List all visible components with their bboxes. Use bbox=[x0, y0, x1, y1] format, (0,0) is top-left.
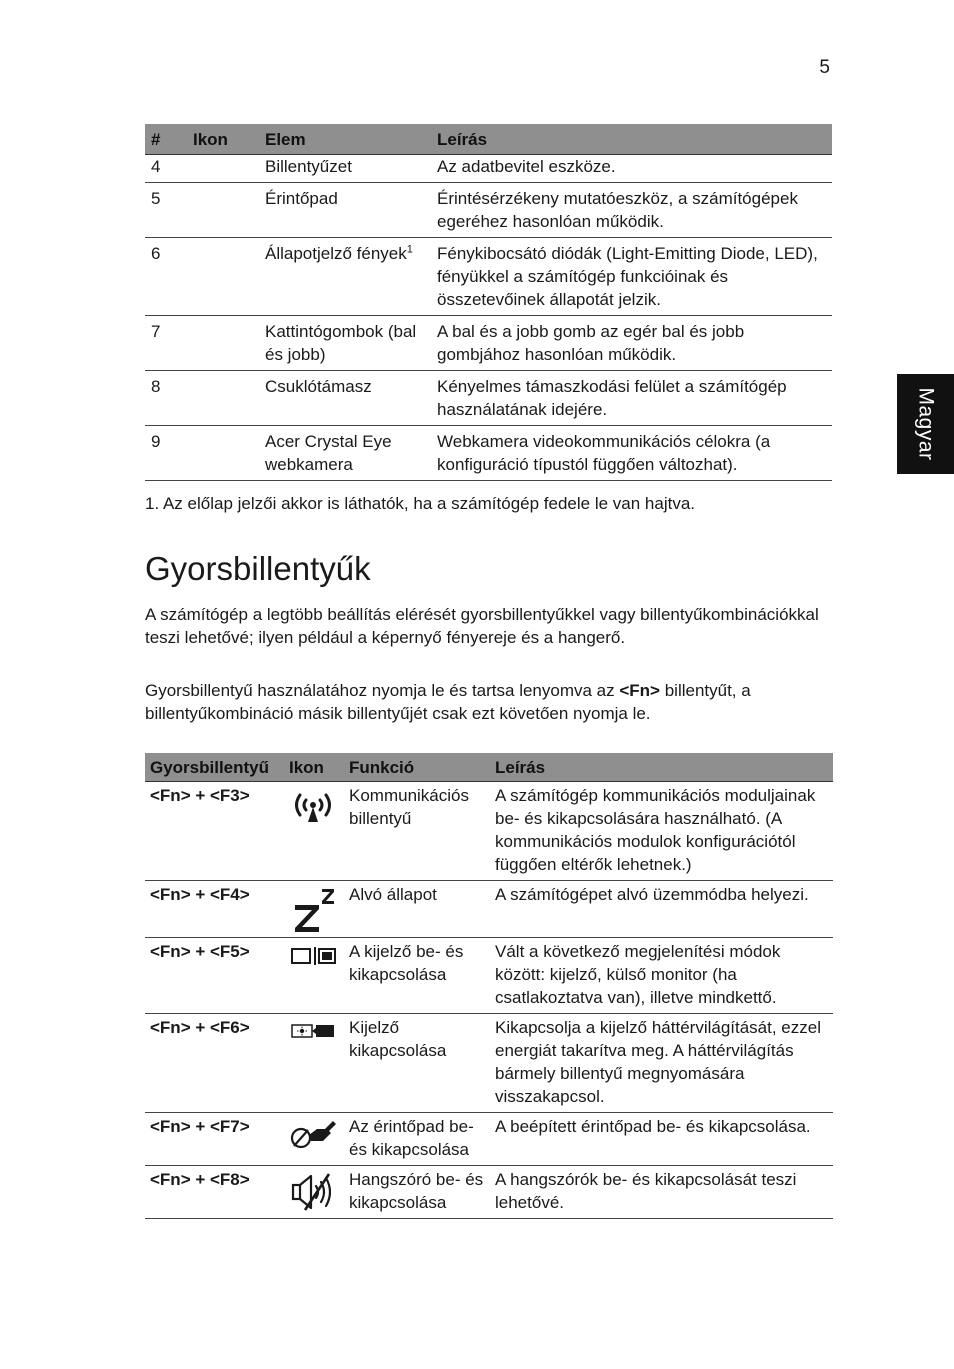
hotkey-icon-cell bbox=[284, 881, 344, 938]
row-icon-cell bbox=[189, 183, 261, 238]
table-row bbox=[145, 1113, 833, 1166]
header-icon: Ikon bbox=[189, 124, 261, 155]
hotkey-combo: <Fn> + <F7> bbox=[145, 1113, 284, 1166]
display-off-icon bbox=[289, 1020, 337, 1042]
hotkey-function: Hangszóró be- és kikapcsolása bbox=[344, 1166, 490, 1219]
row-icon-cell bbox=[189, 426, 261, 481]
hotkey-description: Vált a következő megjelenítési módok között: kijelző, külső monitor (ha csatlakoztatva van), illetve mindkettő. bbox=[490, 938, 833, 1014]
hotkey-combo: <Fn> + <F6> bbox=[145, 1014, 284, 1113]
hotkey-function: A kijelző be- és kikapcsolása bbox=[344, 938, 490, 1014]
touchpad-toggle-icon bbox=[289, 1119, 339, 1151]
page-number: 5 bbox=[819, 57, 830, 78]
header-hotkey: Gyorsbillentyű bbox=[145, 753, 284, 782]
language-tab-label: Magyar bbox=[914, 387, 938, 461]
table-row bbox=[145, 426, 832, 481]
row-num: 8 bbox=[145, 371, 189, 426]
fn-key-label: <Fn> bbox=[619, 681, 660, 700]
components-table bbox=[145, 124, 832, 481]
hotkey-description: Kikapcsolja a kijelző háttérvilágítását, ezzel energiát takarítva meg. A háttérvilágítás bármely billentyű megnyomására visszakapcsol. bbox=[490, 1014, 833, 1113]
wireless-icon bbox=[289, 788, 337, 824]
footnote: 1. Az előlap jelzői akkor is láthatók, ha a számítógép fedele le van hajtva. bbox=[145, 494, 695, 513]
row-elem: Csuklótámasz bbox=[261, 371, 433, 426]
hotkey-description: A beépített érintőpad be- és kikapcsolása. bbox=[490, 1113, 833, 1166]
hotkey-combo: <Fn> + <F3> bbox=[145, 782, 284, 881]
instruction-text-after: billentyűt, a billentyűkombináció másik billentyűjét csak ezt követően nyomja le. bbox=[145, 681, 751, 723]
hotkey-description: A hangszórók be- és kikapcsolását teszi lehetővé. bbox=[490, 1166, 833, 1219]
header-elem: Elem bbox=[261, 124, 433, 155]
table-row bbox=[145, 938, 833, 1014]
row-num: 7 bbox=[145, 316, 189, 371]
hotkey-combo: <Fn> + <F4> bbox=[145, 881, 284, 938]
row-desc: Kényelmes támaszkodási felület a számítógép használatának idejére. bbox=[433, 371, 832, 426]
table-row bbox=[145, 881, 833, 938]
row-num: 4 bbox=[145, 155, 189, 183]
sleep-icon bbox=[289, 887, 337, 933]
header-desc: Leírás bbox=[433, 124, 832, 155]
row-num: 5 bbox=[145, 183, 189, 238]
hotkey-icon-cell bbox=[284, 1113, 344, 1166]
row-elem: Acer Crystal Eye webkamera bbox=[261, 426, 433, 481]
row-desc: A bal és a jobb gomb az egér bal és jobb gombjához hasonlóan működik. bbox=[433, 316, 832, 371]
instruction-text-before: Gyorsbillentyű használatához nyomja le és tartsa lenyomva az bbox=[145, 681, 620, 700]
table-row bbox=[145, 183, 832, 238]
table-row bbox=[145, 1014, 833, 1113]
hotkey-combo: <Fn> + <F5> bbox=[145, 938, 284, 1014]
footnote-marker: 1 bbox=[406, 243, 413, 256]
table-row bbox=[145, 1166, 833, 1219]
row-desc: Az adatbevitel eszköze. bbox=[433, 155, 832, 183]
hotkey-description: A számítógépet alvó üzemmódba helyezi. bbox=[490, 881, 833, 938]
hotkey-icon-cell bbox=[284, 938, 344, 1014]
table-row bbox=[145, 782, 833, 881]
speaker-mute-icon bbox=[289, 1172, 337, 1212]
row-num: 9 bbox=[145, 426, 189, 481]
hotkey-combo: <Fn> + <F8> bbox=[145, 1166, 284, 1219]
row-icon-cell bbox=[189, 155, 261, 183]
row-desc: Webkamera videokommunikációs célokra (a konfiguráció típustól függően változhat). bbox=[433, 426, 832, 481]
hotkey-icon-cell bbox=[284, 1014, 344, 1113]
table-row bbox=[145, 238, 832, 316]
hotkeys-table-header bbox=[145, 753, 833, 782]
row-num: 6 bbox=[145, 238, 189, 316]
row-icon-cell bbox=[189, 238, 261, 316]
intro-paragraph: A számítógép a legtöbb beállítás elérését gyorsbillentyűkkel vagy billentyűkombinációkkal teszi lehetővé; ilyen például a képernyő fényereje és a hangerő. bbox=[145, 605, 819, 647]
row-elem: Érintőpad bbox=[261, 183, 433, 238]
hotkey-description: A számítógép kommunikációs moduljainak be- és kikapcsolására használható. (A kommunikációs modulok konfigurációtól függően eltérők lehetnek.) bbox=[490, 782, 833, 881]
section-title: Gyorsbillentyűk bbox=[145, 550, 371, 587]
row-icon-cell bbox=[189, 316, 261, 371]
header-num: # bbox=[145, 124, 189, 155]
row-elem: Állapotjelző fények bbox=[265, 244, 407, 263]
hotkeys-table bbox=[145, 753, 833, 1219]
row-elem: Billentyűzet bbox=[261, 155, 433, 183]
table-row bbox=[145, 371, 832, 426]
header-function: Funkció bbox=[344, 753, 490, 782]
hotkey-icon-cell bbox=[284, 1166, 344, 1219]
row-elem: Kattintógombok (bal és jobb) bbox=[261, 316, 433, 371]
row-icon-cell bbox=[189, 371, 261, 426]
header-icon: Ikon bbox=[284, 753, 344, 782]
instruction-paragraph bbox=[145, 679, 835, 725]
hotkey-icon-cell bbox=[284, 782, 344, 881]
row-elem-cell bbox=[261, 238, 433, 316]
language-tab bbox=[897, 374, 954, 474]
row-desc: Fénykibocsátó diódák (Light-Emitting Diode, LED), fényükkel a számítógép funkcióinak és összetevőinek állapotát jelzik. bbox=[433, 238, 832, 316]
display-toggle-icon bbox=[289, 944, 337, 968]
hotkey-function: Alvó állapot bbox=[344, 881, 490, 938]
table-row bbox=[145, 316, 832, 371]
hotkey-function: Kijelző kikapcsolása bbox=[344, 1014, 490, 1113]
row-desc: Érintésérzékeny mutatóeszköz, a számítógépek egeréhez hasonlóan működik. bbox=[433, 183, 832, 238]
hotkey-function: Az érintőpad be- és kikapcsolása bbox=[344, 1113, 490, 1166]
table-row bbox=[145, 155, 832, 183]
components-table-header bbox=[145, 124, 832, 155]
header-description: Leírás bbox=[490, 753, 833, 782]
hotkey-function: Kommunikációs billentyű bbox=[344, 782, 490, 881]
